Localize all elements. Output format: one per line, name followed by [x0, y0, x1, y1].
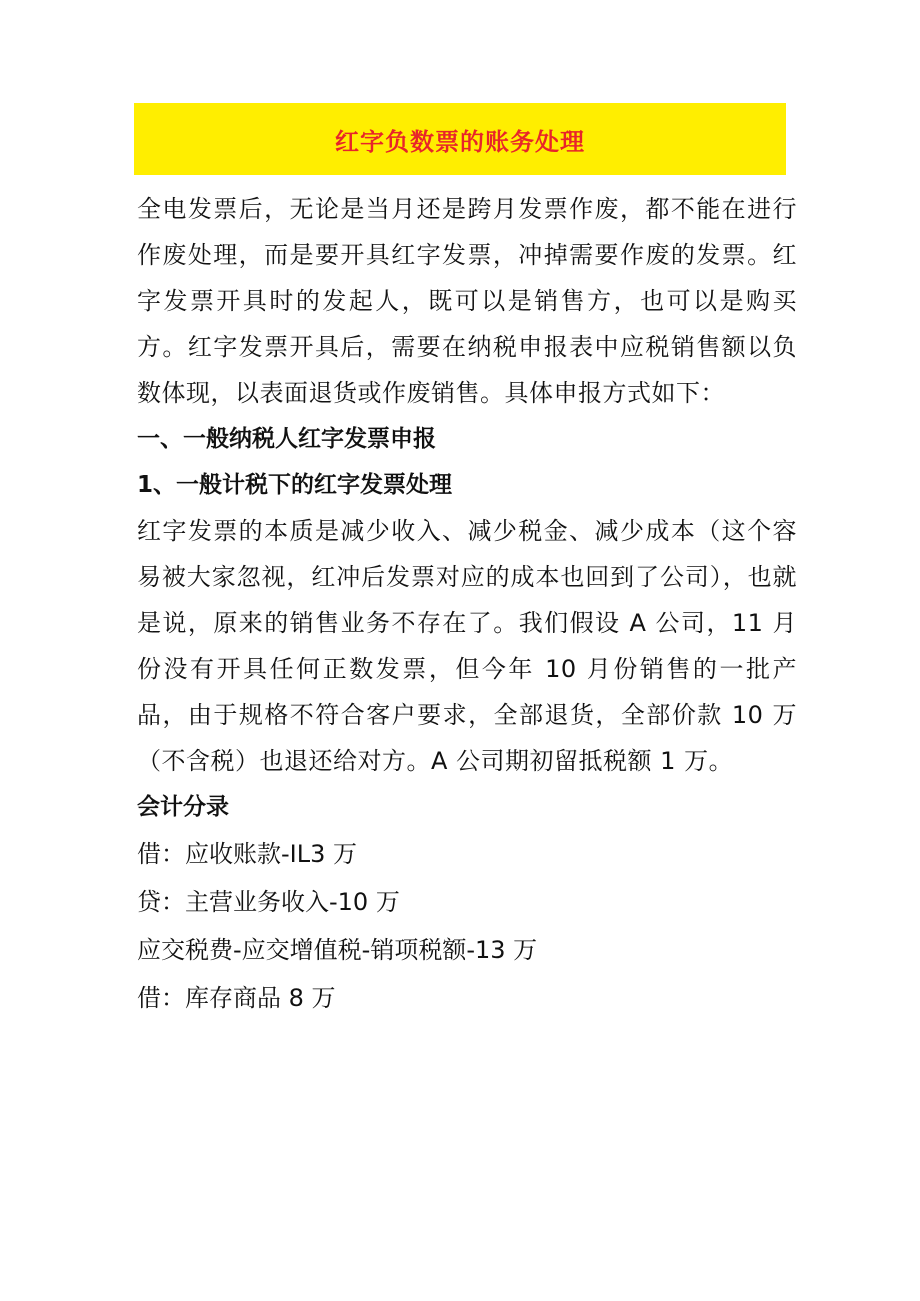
- accounting-entries-heading: 会计分录: [137, 794, 229, 820]
- document-title: 红字负数票的账务处理: [335, 127, 585, 156]
- section-heading-1: 一、一般纳税人红字发票申报: [137, 426, 436, 452]
- section-heading-2: 1、一般计税下的红字发票处理: [137, 472, 453, 498]
- journal-entry-3: 应交税费-应交增值税-销项税额-13 万: [137, 936, 538, 964]
- journal-entry-2: 贷：主营业务收入-10 万: [137, 888, 400, 916]
- intro-paragraph: 全电发票后，无论是当月还是跨月发票作废，都不能在进行作废处理，而是要开具红字发票，冲掉需要作废的发票。红字发票开具时的发起人，既可以是销售方，也可以是购买方。红字发票开具后，需要在纳税申报表中应税销售额以负数体现，以表面退货或作废销售。具体申报方式如下：: [137, 195, 797, 407]
- example-paragraph: 红字发票的本质是减少收入、减少税金、减少成本（这个容易被大家忽视，红冲后发票对应的成本也回到了公司），也就是说，原来的销售业务不存在了。我们假设 A 公司，11 月份没有开具任何正数发票，但今年 10 月份销售的一批产品，由于规格不符合客户要求，全部退货，全部价款 10 万（不含税）也退还给对方。A 公司期初留抵税额 1 万。: [137, 517, 797, 775]
- journal-entry-4: 借：库存商品 8 万: [137, 984, 336, 1012]
- title-banner: [134, 103, 786, 175]
- document-body: [137, 186, 797, 1022]
- journal-entry-1: 借：应收账款-IL3 万: [137, 840, 358, 868]
